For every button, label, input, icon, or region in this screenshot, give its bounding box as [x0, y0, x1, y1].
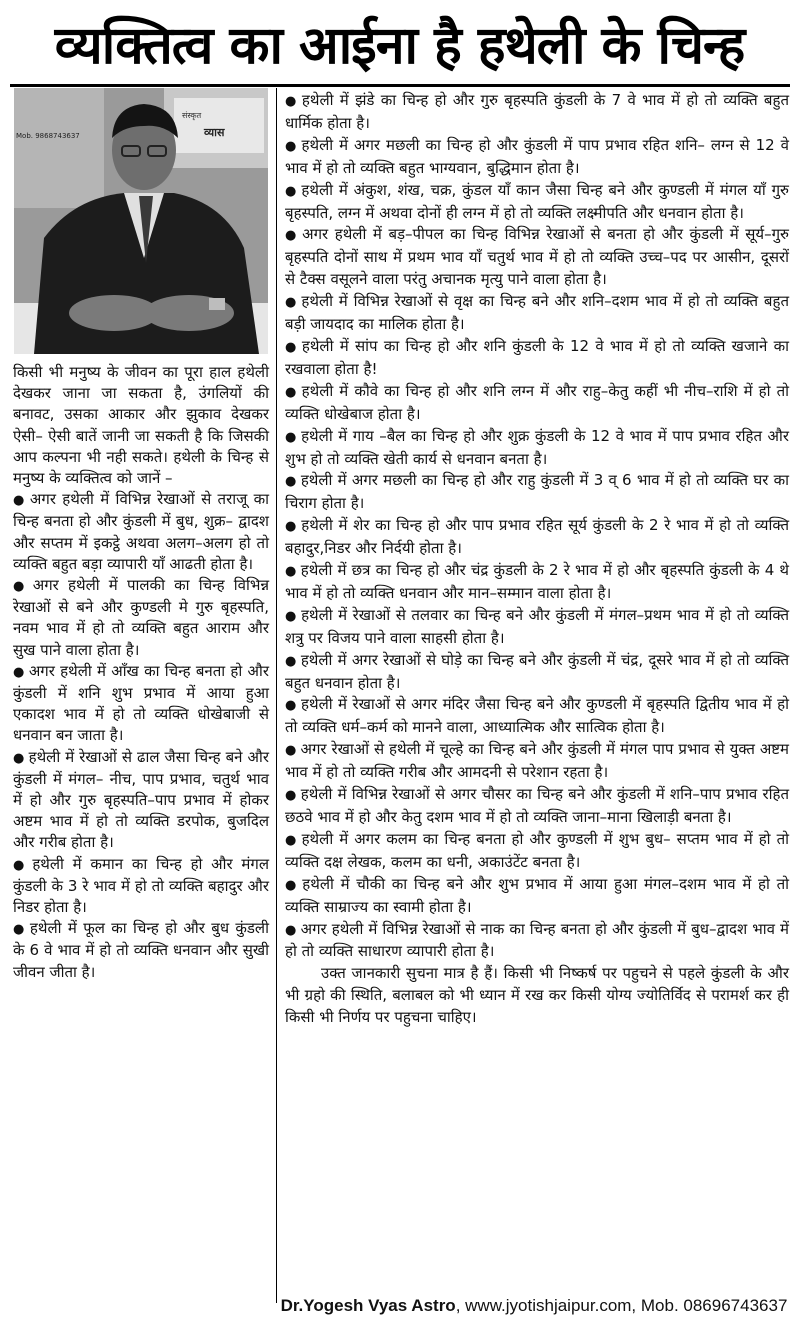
- list-item: ● हथेली में रेखाओं से तलवार का चिन्ह बने और कुंडली में मंगल–प्रथम भाव में हो तो व्यक्ति शत्रु पर विजय पाने वाला साहसी होता है।: [285, 605, 790, 647]
- bullet-icon: ●: [285, 608, 298, 624]
- list-item: ● हथेली में विभिन्न रेखाओं से अगर चौसर का चिन्ह बने और कुंडली में शनि–पाप प्रभाव रहित छठवे भाव में हो और केतु दशम भाव में हो तो व्यक्ति जाना–माना खिलाड़ी बनता है।: [285, 785, 789, 826]
- list-item: ● हथेली में फूल का चिन्ह हो और बुध कुंडली के 6 वे भाव में हो तो व्यक्ति धनवान और सुखी जीवन जीता है।: [13, 919, 269, 981]
- list-item: ● हथेली में अगर कलम का चिन्ह बनता हो और कुण्डली में शुभ बुध– सप्तम भाव में हो तो व्यक्ति दक्ष लेखक, कलम का धनी, अकाउंटेंट बनता है।: [285, 829, 790, 871]
- list-item: ● हथेली में झंडे का चिन्ह हो और गुरु बृहस्पति कुंडली के 7 वे भाव में हो तो व्यक्ति बहुत धार्मिक होता है।: [285, 91, 790, 132]
- bullet-icon: ●: [285, 295, 298, 311]
- bullet-icon: ●: [285, 743, 297, 759]
- author-photo: [14, 88, 268, 354]
- bullet-icon: ●: [13, 922, 26, 938]
- sign-text-2: Mob. 9868743637: [16, 132, 80, 140]
- bullet-icon: ●: [285, 429, 298, 445]
- intro-paragraph: किसी भी मनुष्य के जीवन का पूरा हाल हथेली देखकर जाना जा सकता है, उंगलियों की बनावट, उसका आकार और झुकाव देखकर ऐसी– ऐसी बातें जानी जा सकती है कि जिसकी आप कल्पना भी नही सकते। हथेली के चिन्ह से मनुष्य के व्यक्तित्व को जानें –: [13, 363, 269, 488]
- bullet-icon: ●: [285, 832, 298, 848]
- bullet-icon: ●: [285, 519, 298, 535]
- contact-info: , www.jyotishjaipur.com, Mob. 08696743637: [455, 1296, 788, 1315]
- bullet-icon: ●: [285, 922, 297, 938]
- bullet-icon: ●: [285, 339, 298, 355]
- right-column: [285, 90, 789, 1029]
- left-column: [13, 362, 269, 983]
- bullet-icon: ●: [285, 183, 298, 199]
- sign-text-3: व्यास: [204, 126, 225, 139]
- list-item: ● हथेली में अगर रेखाओं से घोड़े का चिन्ह बने और कुंडली में चंद्र, दूसरे भाव में हो तो व्यक्ति बहुत धनवान होता है।: [285, 650, 790, 692]
- list-item: ● अगर हथेली में पालकी का चिन्ह विभिन्न रेखाओं से बने और कुण्डली मे गुरु बृहस्पति, नवम भाव में हो तो व्यक्ति बहुत आराम और सुख पाने वाला होता है।: [13, 576, 270, 659]
- list-item: ● हथेली में चौकी का चिन्ह बने और शुभ प्रभाव में आया हुआ मंगल–दशम भाव में हो तो व्यक्ति साम्राज्य का स्वामी होता है।: [285, 874, 789, 916]
- list-item: ● हथेली में रेखाओं से ढाल जैसा चिन्ह बने और कुंडली में मंगल– नीच, पाप प्रभाव, चतुर्थ भाव में हो और गुरु बृहस्पति–पाप प्रभाव में होकर अष्टम भाव में हो तो व्यक्ति डरपोक, बुजदिल और गरीब होता है।: [13, 747, 270, 852]
- bullet-icon: ●: [285, 564, 297, 580]
- list-item: ● अगर हथेली में विभिन्न रेखाओं से तराजू का चिन्ह बनता हो और कुंडली में बुध, शुक्र– द्वादश और सप्तम में इकट्ठे अथवा अलग–अलग हो तो व्यक्ति बहुत बड़ा व्यापारी यॉं आढती होता है।: [13, 490, 269, 573]
- bullet-icon: ●: [285, 228, 299, 244]
- bullet-icon: ●: [13, 664, 25, 680]
- list-item: ● हथेली में रेखाओं से अगर मंदिर जैसा चिन्ह बने और कुण्डली में बृहस्पति द्वितीय भाव में हो तो व्यक्ति धर्म–कर्म को मानने वाला, आध्यात्मिक और सात्विक होता है।: [285, 695, 789, 737]
- bullet-icon: ●: [13, 857, 29, 873]
- list-item: ● अगर हथेली में बड़–पीपल का चिन्ह विभिन्न रेखाओं से बनता हो और कुंडली में सूर्य–गुरु बृहस्पति दोनों साथ में प्रथम भाव यॉं चतुर्थ भाव में हो तो व्यक्ति उच्च–पद पर आसीन, दूसरों से टैक्स वसूलने वाला परंतु अचानक मृत्यु पाने वाला होता है।: [285, 225, 790, 289]
- bullet-icon: ●: [285, 384, 298, 400]
- list-item: ● अगर रेखाओं से हथेली में चूल्हे का चिन्ह बने और कुंडली में मंगल पाप प्रभाव से युक्त अष्टम भाव में हो तो व्यक्ति गरीब और आमदनी से परेशान रहता है।: [285, 740, 790, 782]
- bullet-icon: ●: [285, 698, 298, 714]
- bullet-icon: ●: [285, 474, 297, 490]
- list-item: ● हथेली में विभिन्न रेखाओं से वृक्ष का चिन्ह बने और शनि–दशम भाव में हो तो व्यक्ति बहुत बड़ी जायदाद का मालिक होता है।: [285, 292, 789, 334]
- list-item: ● हथेली में सांप का चिन्ह हो और शनि कुंडली के 12 वे भाव में हो तो व्यक्ति खजाने का रखवाला होता है!: [285, 336, 789, 378]
- list-item: ● अगर हथेली में विभिन्न रेखाओं से नाक का चिन्ह बनता हो और कुंडली में बुध–द्वादश भाव में हो तो व्यक्ति साधारण व्यापारी होता है।: [285, 919, 789, 961]
- bullet-icon: ●: [285, 877, 299, 893]
- bullet-icon: ●: [285, 788, 297, 804]
- author-name: Dr.Yogesh Vyas Astro: [280, 1296, 456, 1315]
- bullet-icon: ●: [285, 138, 298, 154]
- list-item: ● अगर हथेली में ऑंख का चिन्ह बनता हो और कुंडली में शनि शुभ प्रभाव में आया हुआ एकादश भाव में हो तो व्यक्ति धोखेबाजी से धनवान बन जाता है।: [13, 661, 270, 745]
- list-item: ● हथेली में अगर मछली का चिन्ह हो और कुंडली में पाप प्रभाव रहित शनि– लग्न से 12 वे भाव में हो तो व्यक्ति बहुत भाग्यवान, बुद्धिमान होता है।: [285, 135, 789, 177]
- list-item: ● हथेली में कौवे का चिन्ह हो और शनि लग्न में और राहु–केतु कहीं भी नीच–राशि में हो तो व्यक्ति धोखेबाज होता है।: [285, 381, 790, 423]
- headline: व्यक्तित्व का आईना है हथेली के चिन्ह: [54, 15, 745, 76]
- footer-credit: [278, 1296, 790, 1316]
- sign-text-1: संस्कृत: [182, 111, 202, 120]
- list-item: ● हथेली में अंकुश, शंख, चक्र, कुंडल यॉं कान जैसा चिन्ह बने और कुण्डली में मंगल यॉं गुरु बृहस्पति, लग्न में अथवा दोनों ही लग्न में हो तो व्यक्ति लक्ष्मीपति और धनवान होता है।: [285, 180, 790, 222]
- list-item: ● हथेली में अगर मछली का चिन्ह हो और राहु कुंडली में 3 व् 6 भाव में हो तो व्यक्ति घर का चिराग होता है।: [285, 471, 789, 513]
- headline-rule: [10, 84, 790, 87]
- disclaimer-paragraph: उक्त जानकारी सुचना मात्र है हैं। किसी भी निष्कर्ष पर पहुचने से पहले कुंडली के और भी ग्रहो की स्थिति, बलाबल को भी ध्यान में रख कर किसी योग्य ज्योतिर्विद से परामर्श कर ही किसी भी निर्णय पर पहुचना चाहिए।: [285, 964, 789, 1027]
- bullet-icon: ●: [13, 493, 26, 509]
- bullet-icon: ●: [13, 750, 25, 766]
- bullet-icon: ●: [13, 579, 29, 595]
- list-item: ● हथेली में कमान का चिन्ह हो और मंगल कुंडली के 3 रे भाव में हो तो व्यक्ति बहादुर और निडर होता है।: [13, 854, 269, 917]
- bullet-icon: ●: [285, 94, 298, 109]
- column-divider: [276, 88, 277, 1303]
- bullet-icon: ●: [285, 653, 297, 669]
- list-item: ● हथेली में छत्र का चिन्ह हो और चंद्र कुंडली के 2 रे भाव में हो और बृहस्पति कुंडली के 4 थे भाव में हो तो व्यक्ति धनवान और मान–सम्मान वाला होता है।: [285, 561, 789, 602]
- list-item: ● हथेली में शेर का चिन्ह हो और पाप प्रभाव रहित सूर्य कुंडली के 2 रे भाव में हो तो व्यक्ति बहादुर,निडर और निर्दयी होता है।: [285, 516, 789, 558]
- list-item: ● हथेली में गाय –बैल का चिन्ह हो और शुक्र कुंडली के 12 वे भाव में पाप प्रभाव रहित और शुभ हो तो व्यक्ति खेती कार्य से धनवान बनता है।: [285, 426, 790, 468]
